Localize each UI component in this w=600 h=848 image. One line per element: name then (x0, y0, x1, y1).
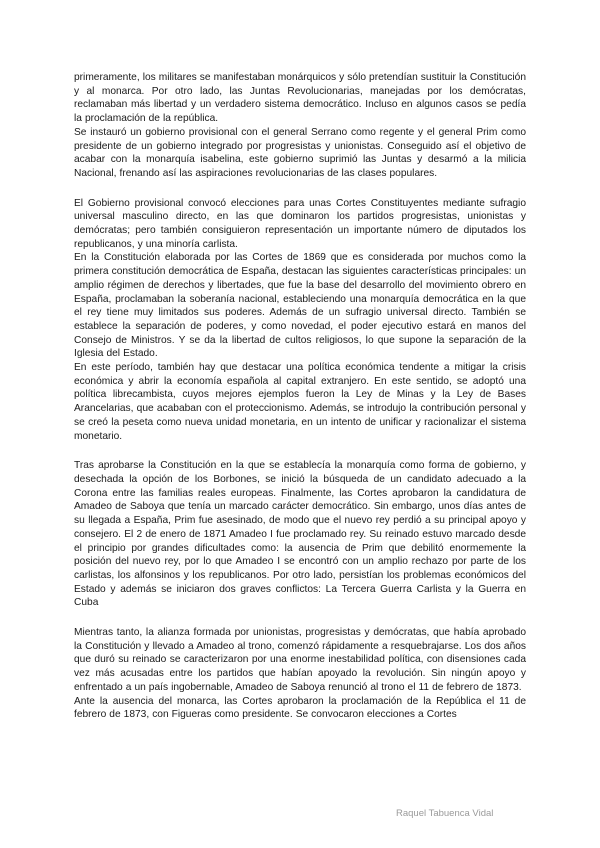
paragraph: En la Constitución elaborada por las Cortes de 1869 que es considerada por muchos como la primera constitución democrática de España, destacan las siguientes características principales: un amplio régimen de derechos y libertades, que fue la base del desarrollo del movimiento obrero en España, proclamaban la soberanía nacional, estableciendo una monarquía democrática en la que el rey tiene muy limitados sus poderes. Además de un sufragio universal directo. También se establece la separación de poderes, y como novedad, el poder ejecutivo estará en manos del Consejo de Ministros. Y se da la libertad de cultos religiosos, lo que supone la separación de la Iglesia del Estado. (74, 252, 526, 360)
paragraph: Tras aprobarse la Constitución en la que se establecía la monarquía como forma de gobierno, y desechada la opción de los Borbones, se inició la búsqueda de un candidato adecuado a la Corona entre las familias reales europeas. Finalmente, las Cortes aprobaron la candidatura de Amadeo de Saboya que tenía un marcado carácter democrático. Sin embargo, unos días antes de su llegada a España, Prim fue asesinado, de modo que el nuevo rey perdió a su principal apoyo y consejero. El 2 de enero de 1871 Amadeo I fue proclamado rey. Su reinado estuvo marcado desde el principio por grandes dificultades como: la ausencia de Prim que debilitó enormemente la posición del nuevo rey, por lo que Amadeo I se encontró con un amplio rechazo por parte de los carlistas, los alfonsinos y los republicanos. Por otro lado, persistían los problemas económicos del Estado y además se iniciaron dos graves conflictos: La Tercera Guerra Carlista y la Guerra en Cuba (74, 460, 526, 609)
section-republic (74, 626, 526, 722)
page-footer-author: Raquel Tabuenca Vidal (396, 808, 494, 819)
section-amadeo (74, 459, 526, 610)
paragraph: El Gobierno provisional convocó elecciones para unas Cortes Constituyentes mediante sufragio universal masculino directo, en las que dominaron los partidos progresistas, unionistas y demócratas; pero también consiguieron representación un importante número de diputados los republicanos, y una minoría carlista. (74, 197, 526, 250)
paragraph: Mientras tanto, la alianza formada por unionistas, progresistas y demócratas, que había aprobado la Constitución y llevado a Amadeo al trono, comenzó rápidamente a resquebrajarse. Los dos años que duró su reinado se caracterizaron por una enorme inestabilidad política, con disensiones cada vez más acusadas entre los partidos que habían apoyado la revolución. Sin ningún apoyo y enfrentado a un país ingobernable, Amadeo de Saboya renunció al trono el 11 de febrero de 1873. (74, 627, 526, 693)
section-revolution (74, 71, 526, 181)
paragraph: Ante la ausencia del monarca, las Cortes aprobaron la proclamación de la República el 11 de febrero de 1873, con Figueras como presidente. Se convocaron elecciones a Cortes (74, 695, 526, 721)
paragraph: En este período, también hay que destacar una política económica tendente a mitigar la crisis económica y abrir la economía española al capital extranjero. En este sentido, se adoptó una política librecambista, cuyos mejores ejemplos fueron la Ley de Minas y la Ley de Bases Arancelarias, que acababan con el proteccionismo. Además, se introdujo la contribución personal y se creó la peseta como nueva unidad monetaria, en un intento de unificar y racionalizar el sistema monetario. (74, 362, 526, 442)
document-page (74, 71, 526, 738)
section-constitution (74, 197, 526, 444)
paragraph: Se instauró un gobierno provisional con el general Serrano como regente y el general Prim como presidente de un gobierno integrado por progresistas y unionistas. Conseguido así el objetivo de acabar con la monarquía isabelina, este gobierno suprimió las Juntas y desarmó a la milicia Nacional, frenando así las aspiraciones revolucionarias de las clases populares. (74, 126, 526, 179)
paragraph: primeramente, los militares se manifestaban monárquicos y sólo pretendían sustituir la Constitución y al monarca. Por otro lado, las Juntas Revolucionarias, manejadas por los demócratas, reclamaban más libertad y un verdadero sistema democrático. Incluso en algunos casos se pedía la proclamación de la república. (74, 72, 526, 125)
